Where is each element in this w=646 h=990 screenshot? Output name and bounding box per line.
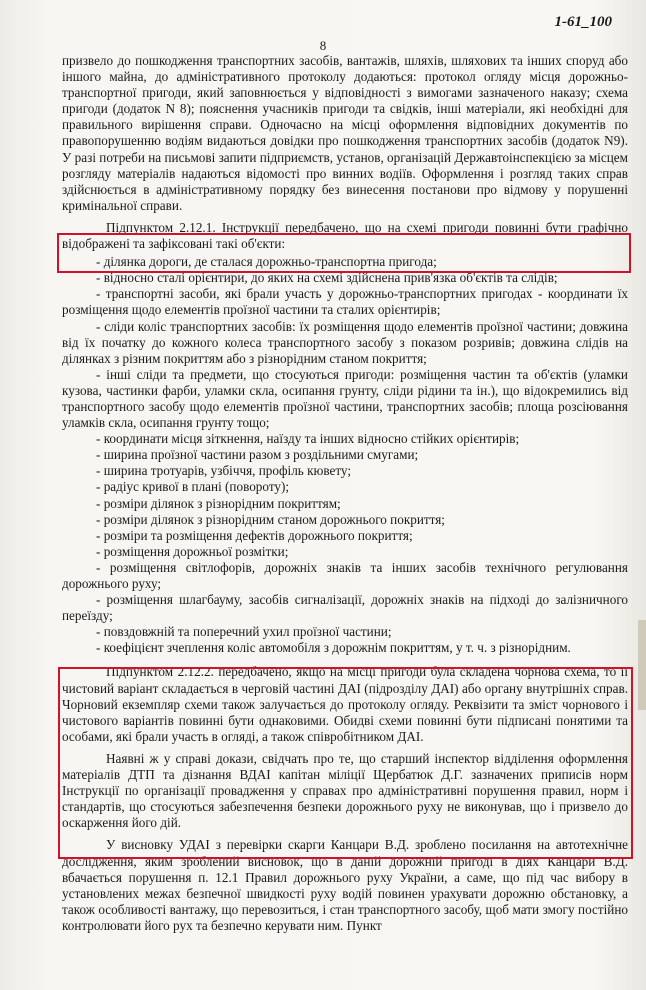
paragraph-4: Наявні ж у справі докази, свідчать про те, що старший інспектор відділення оформлення матеріалів ДТП та дізнання ВДАІ капітан міліції Щербатюк Д.Г. зазначених приписів норм Інструкції по організації провадження у справах про адміністративні порушення правил, норм і стандартів, що стосуються забезпечення безпеки дорожнього руху не виконував, що і призвело до оскарження його дій. [62,750,628,831]
list-item: - відносно сталі орієнтири, до яких на схемі здійснена прив'язка об'єктів та слідів; [96,270,558,286]
list-item: - координати місця зіткнення, наїзду та інших відносно стійких орієнтирів; [96,431,520,447]
list-item: - радіус кривої в плані (повороту); [96,479,290,495]
list-item: - інші сліди та предмети, що стосуються пригоди: розміщення частин та об'єктів (уламки кузова, частинки фарби, уламки скла, осипання грунту, сліди рідини та ін.), що відокремились від транспортного засобу щодо елементів проїзної частини, транспортних засобів; площа розсіювання уламків скла, осипання грунту тощо; [62,366,628,431]
list-item: - коефіцієнт зчеплення коліс автомобіля з дорожнім покриттям, у т. ч. з різнорідним. [96,640,571,656]
page-number: 8 [319,38,327,53]
list-item: - розміщення дорожньої розмітки; [96,543,289,559]
list-item: - ширина тротуарів, узбіччя, профіль кювету; [96,463,352,479]
list-item: - повздовжній та поперечний ухил проїзної частини; [96,624,392,640]
list-item: - ділянка дороги, де сталася дорожньо-транспортна пригода; [96,254,437,270]
document-stamp: 1-61_100 [554,14,612,30]
scan-edge-shadow [638,620,646,710]
highlight-box-subpoint-2-12-1 [57,233,631,273]
list-item: - розміщення шлагбауму, засобів сигналізації, дорожніх знаків на підході до залізничного переїзду; [62,592,628,624]
paragraph-1: призвело до пошкодження транспортних засобів, вантажів, шляхів, шляхових та інших споруд або іншого майна, до адміністративного протоколу додаються: протокол огляду місця дорожньо-транспортної пригоди, який заповнюється у відповідності з вимогами зазначеного наказу; схема пригоди (додаток N 8); пояснення учасників пригоди та свідків, інші матеріали, які необхідні для правильного вирішення справи. Одночасно на місці оформлення відповідних документів по правопорушенню водіям видаються довідки про пошкодження транспортних засобів (додаток N9). У разі потреби на письмові запити підприємств, установ, організацій Державтоінспекцією за місцем розгляду матеріалів надаються відомості про винних водіїв. Оформлення і розгляд таких справ здійснюється в адміністративному порядку без винесення постанови про відмову у порушенні кримінальної справи. [62,53,628,213]
list-item: - сліди коліс транспортних засобів: їх розміщення щодо елементів проїзної частини; довжина від їх початку до кожного колеса транспортного засобу з показом розривів; довжина слідів на ділянках з різним покриттям або з різнорідним станом покриття; [62,318,628,366]
list-item: - розміри ділянок з різнорідним покриттям; [96,495,341,511]
highlight-box-subpoint-2-12-2 [58,667,633,859]
list-item: - розміщення світлофорів, дорожніх знаків та інших засобів технічного регулювання дорожнього руху; [62,559,628,591]
list-item: - ширина проїзної частини разом з роздільними смугами; [96,447,419,463]
items-list [62,254,628,656]
paragraph-2: Підпунктом 2.12.1. Інструкції передбачено, що на схемі пригоди повинні бути графічно відображені та зафіксовані такі об'єкти: [62,219,628,252]
list-item: - транспортні засоби, які брали участь у дорожньо-транспортних пригодах - координати їх розміщення щодо елементів проїзної частини та сталих орієнтирів; [62,286,628,318]
list-item: - розміри та розміщення дефектів дорожнього покриття; [96,527,413,543]
paragraph-5: У висновку УДАІ з перевірки скарги Канцари В.Д. зроблено посилання на автотехнічне дослідження, яким зроблений висновок, що в даній дорожній пригоді в діях Канцари В.Д. вбачається порушення п. 12.1 Правил дорожнього руху України, а саме, що під час вибору в установлених межах безпечної швидкості руху водій повинен урахувати дорожню обстановку, а також особливості вантажу, що перевозиться, і стан транспортного засобу, щоб мати змогу постійно контролювати його рух та безпечно керувати ним. Пункт [62,837,628,933]
paragraph-3: Підпунктом 2.12.2. передбачено, якщо на місці пригоди була складена чорнова схема, то її чистовий варіант складається в черговій частині ДАІ (підрозділу ДАІ) або органу внутрішніх справ. Чорновий екземпляр схеми також залучається до протоколу огляду. Реквізити та зміст чорнового і чистового варіантів повинні бути однаковими. Обидві схеми повинні бути підписані понятими та особами, які брали участь в огляді, а також співробітником ДАІ. [62,664,628,744]
list-item: - розміри ділянок з різнорідним станом дорожнього покриття; [96,511,445,527]
